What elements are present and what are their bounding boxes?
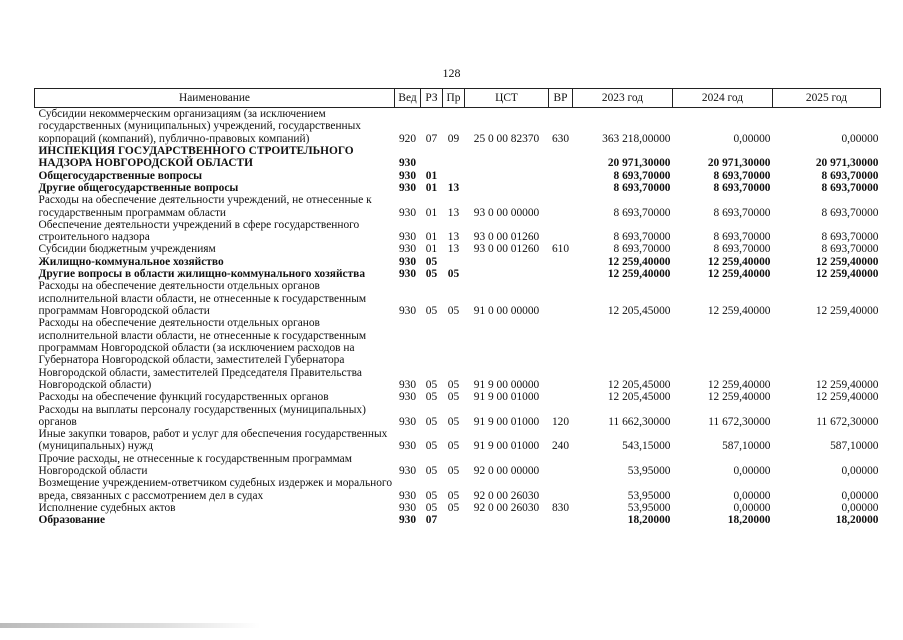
- cell-cst: 91 9 00 01000: [473, 440, 540, 453]
- header-2024: 2024 год: [673, 89, 773, 108]
- cell-name: Иные закупки товаров, работ и услуг для обеспечения государственных (муниципальных) нужд: [38, 428, 388, 453]
- cell-pr: 05: [447, 268, 460, 281]
- cell-2024: 8 693,70000: [713, 206, 771, 219]
- cell-cst: 91 9 00 01000: [473, 391, 540, 404]
- cell-vr: [549, 280, 573, 317]
- cell-name: Субсидии бюджетным учреждениям: [38, 243, 216, 256]
- cell-rz: [421, 145, 443, 170]
- cell-2024: 8 693,70000: [713, 231, 771, 244]
- cell-vr: [549, 182, 573, 194]
- table-row: [35, 182, 881, 194]
- table-row: [35, 477, 881, 502]
- cell-pr: 05: [447, 305, 460, 317]
- cell-cst: 92 0 00 26030: [473, 502, 540, 514]
- cell-cst: [465, 268, 549, 280]
- cell-2023: 12 205,45000: [607, 378, 671, 391]
- table-row: [35, 391, 881, 403]
- cell-rz: 05: [425, 465, 438, 478]
- table-row: [35, 428, 881, 453]
- cell-ved: 930: [398, 465, 417, 478]
- cell-2024: 12 259,40000: [707, 378, 771, 391]
- cell-2024: 8 693,70000: [713, 181, 771, 194]
- cell-ved: 930: [398, 268, 417, 281]
- cell-name: Расходы на обеспечение функций государственных органов: [38, 391, 329, 404]
- cell-2024: 587,10000: [722, 440, 771, 453]
- cell-2023: 12 259,40000: [607, 268, 671, 281]
- cell-pr: 05: [447, 391, 460, 404]
- cell-vr: [549, 391, 573, 403]
- cell-rz: 05: [425, 268, 438, 281]
- cell-cst: [465, 256, 549, 268]
- cell-pr: 05: [447, 489, 460, 502]
- header-pr: Пр: [443, 89, 465, 108]
- cell-vr: 630: [551, 132, 570, 145]
- cell-2024: 12 259,40000: [707, 391, 771, 404]
- cell-2023: 12 205,45000: [607, 305, 671, 317]
- cell-name: Прочие расходы, не отнесенные к государственным программам Новгородской области: [38, 452, 352, 478]
- cell-name: ИНСПЕКЦИЯ ГОСУДАРСТВЕННОГО СТРОИТЕЛЬНОГО НАДЗОРА НОВГОРОДСКОЙ ОБЛАСТИ: [38, 144, 354, 170]
- table-row: [35, 280, 881, 317]
- cell-ved: 930: [398, 514, 417, 527]
- cell-ved: 930: [398, 305, 417, 317]
- cell-2023: 53,95000: [627, 489, 671, 502]
- cell-ved: 930: [398, 255, 417, 268]
- header-name: Наименование: [35, 89, 395, 108]
- cell-2024: 18,20000: [727, 514, 771, 527]
- table-row: [35, 145, 881, 170]
- header-rz: РЗ: [421, 89, 443, 108]
- cell-2023: 11 662,30000: [608, 415, 671, 428]
- cell-2025: 18,20000: [835, 514, 879, 527]
- cell-rz: 05: [425, 415, 438, 428]
- cell-ved: 920: [398, 132, 417, 145]
- cell-ved: 930: [398, 502, 417, 514]
- cell-ved: 930: [398, 391, 417, 404]
- cell-pr: 09: [447, 132, 460, 145]
- cell-name: Общегосударственные вопросы: [38, 169, 203, 182]
- cell-rz: 01: [425, 206, 438, 219]
- cell-2025: 12 259,40000: [815, 305, 879, 317]
- cell-cst: 25 0 00 82370: [473, 132, 540, 145]
- cell-ved: 930: [398, 440, 417, 453]
- cell-2024: 8 693,70000: [713, 243, 771, 256]
- cell-pr: 05: [447, 378, 460, 391]
- cell-2025: 8 693,70000: [821, 206, 879, 219]
- table-body: [35, 108, 881, 527]
- cell-2023: 543,15000: [622, 440, 671, 453]
- cell-2023: 8 693,70000: [613, 206, 671, 219]
- cell-cst: 91 9 00 00000: [473, 378, 540, 391]
- table-row: [35, 317, 881, 391]
- cell-ved: 930: [398, 157, 417, 170]
- cell-2024: 8 693,70000: [713, 169, 771, 182]
- cell-rz: 05: [425, 440, 438, 453]
- cell-2023: 363 218,00000: [602, 132, 671, 145]
- header-2023: 2023 год: [573, 89, 673, 108]
- cell-rz: 05: [425, 378, 438, 391]
- cell-rz: 01: [425, 181, 438, 194]
- scan-edge-shadow: [0, 623, 260, 628]
- cell-cst: 92 0 00 26030: [473, 489, 540, 502]
- cell-2023: 8 693,70000: [613, 181, 671, 194]
- budget-table: [34, 88, 881, 527]
- cell-pr: [443, 256, 465, 268]
- table-row: [35, 170, 881, 182]
- cell-2024: 11 672,30000: [708, 415, 771, 428]
- cell-name: Исполнение судебных актов: [38, 502, 176, 514]
- cell-ved: 930: [398, 489, 417, 502]
- cell-pr: 05: [447, 465, 460, 478]
- cell-pr: 05: [447, 440, 460, 453]
- cell-cst: 91 0 00 00000: [473, 305, 540, 317]
- cell-ved: 930: [398, 378, 417, 391]
- cell-2024: 0,00000: [733, 502, 771, 514]
- cell-2025: 20 971,30000: [815, 157, 879, 170]
- cell-pr: [443, 514, 465, 526]
- cell-name: Расходы на обеспечение деятельности отдельных органов исполнительной власти области, не отнесенные к государственным программам Новгородской области (за исключением расходов на Губернатора Новгородской области, заместителей Губернатора Новгородской области, заместителей Председателя Правительства Новгородской области): [38, 317, 367, 391]
- cell-name: Расходы на обеспечение деятельности учреждений, не отнесенные к государственным программам области: [38, 194, 372, 219]
- cell-ved: 930: [398, 169, 417, 182]
- cell-2024: 12 259,40000: [707, 305, 771, 317]
- cell-pr: 13: [447, 231, 460, 244]
- table-row: [35, 268, 881, 280]
- table-row: [35, 502, 881, 514]
- cell-2024: 0,00000: [733, 132, 771, 145]
- cell-vr: [549, 453, 573, 478]
- cell-rz: 05: [425, 255, 438, 268]
- cell-vr: [549, 268, 573, 280]
- cell-cst: 93 0 00 00000: [473, 206, 540, 219]
- cell-pr: 13: [447, 243, 460, 256]
- cell-2025: 12 259,40000: [815, 378, 879, 391]
- cell-2025: 587,10000: [830, 440, 879, 453]
- cell-name: Обеспечение деятельности учреждений в сфере государственного строительного надзора: [38, 218, 360, 244]
- cell-2023: 12 259,40000: [607, 255, 671, 268]
- table-row: [35, 194, 881, 219]
- cell-rz: 05: [425, 305, 438, 317]
- cell-pr: 13: [447, 181, 460, 194]
- cell-name: Другие общегосударственные вопросы: [38, 181, 239, 194]
- cell-rz: 05: [425, 489, 438, 502]
- cell-2025: 0,00000: [841, 489, 879, 502]
- cell-cst: [465, 145, 549, 170]
- cell-2023: 53,95000: [627, 465, 671, 478]
- cell-pr: [443, 170, 465, 182]
- cell-2024: 12 259,40000: [707, 255, 771, 268]
- cell-vr: [549, 170, 573, 182]
- cell-ved: 930: [398, 415, 417, 428]
- cell-2023: 8 693,70000: [613, 169, 671, 182]
- table-header-row: [35, 89, 881, 108]
- cell-vr: [549, 256, 573, 268]
- cell-2024: 20 971,30000: [707, 157, 771, 170]
- cell-vr: [549, 477, 573, 502]
- cell-2025: 0,00000: [841, 132, 879, 145]
- cell-name: Субсидии некоммерческим организациям (за исключением государственных (муниципальных) учреждений, государственных корпораций (компаний), публично-правовых компаний): [38, 108, 361, 145]
- cell-vr: 830: [551, 502, 570, 514]
- cell-2025: 0,00000: [841, 465, 879, 478]
- cell-rz: 07: [425, 514, 438, 527]
- cell-cst: 93 0 00 01260: [473, 243, 540, 256]
- cell-rz: 07: [425, 132, 438, 145]
- cell-vr: 240: [551, 440, 570, 453]
- cell-ved: 930: [398, 231, 417, 244]
- header-cst: ЦСТ: [465, 89, 549, 108]
- table-row: [35, 108, 881, 145]
- cell-name: Образование: [38, 514, 106, 527]
- cell-pr: 05: [447, 415, 460, 428]
- cell-2025: 8 693,70000: [821, 169, 879, 182]
- cell-ved: 930: [398, 181, 417, 194]
- cell-name: Расходы на обеспечение деятельности отдельных органов исполнительной власти области, не отнесенные к государственным программам Новгородской области: [38, 280, 367, 317]
- cell-2025: 12 259,40000: [815, 391, 879, 404]
- cell-ved: 930: [398, 243, 417, 256]
- table-row: [35, 256, 881, 268]
- cell-2025: 8 693,70000: [821, 231, 879, 244]
- cell-pr: 05: [447, 502, 460, 514]
- cell-vr: 120: [551, 415, 570, 428]
- cell-rz: 01: [425, 243, 438, 256]
- cell-2025: 12 259,40000: [815, 255, 879, 268]
- cell-2024: 0,00000: [733, 489, 771, 502]
- cell-2025: 0,00000: [841, 502, 879, 514]
- cell-2023: 8 693,70000: [613, 243, 671, 256]
- table-row: [35, 404, 881, 429]
- cell-name: Возмещение учреждением-ответчиком судебных издержек и морального вреда, связанных с рассмотрением дел в судах: [38, 477, 393, 502]
- cell-rz: 05: [425, 391, 438, 404]
- table-row: [35, 219, 881, 244]
- cell-2025: 11 672,30000: [816, 415, 879, 428]
- cell-rz: 01: [425, 169, 438, 182]
- header-2025: 2025 год: [773, 89, 881, 108]
- cell-pr: 13: [447, 206, 460, 219]
- cell-2024: 0,00000: [733, 465, 771, 478]
- cell-rz: 01: [425, 231, 438, 244]
- cell-vr: [549, 194, 573, 219]
- cell-2025: 12 259,40000: [815, 268, 879, 281]
- cell-2023: 53,95000: [627, 502, 671, 514]
- cell-name: Расходы на выплаты персоналу государственных (муниципальных) органов: [38, 403, 366, 428]
- cell-vr: 610: [551, 243, 570, 256]
- cell-2024: 12 259,40000: [707, 268, 771, 281]
- cell-cst: [465, 170, 549, 182]
- cell-ved: 930: [398, 206, 417, 219]
- cell-vr: [549, 219, 573, 244]
- cell-rz: 05: [425, 502, 438, 514]
- cell-2023: 18,20000: [627, 514, 671, 527]
- cell-2023: 12 205,45000: [607, 391, 671, 404]
- cell-vr: [549, 514, 573, 526]
- cell-2025: 8 693,70000: [821, 181, 879, 194]
- header-vr: ВР: [549, 89, 573, 108]
- cell-cst: 93 0 00 01260: [473, 231, 540, 244]
- table-row: [35, 243, 881, 255]
- cell-vr: [549, 317, 573, 391]
- table-row: [35, 514, 881, 526]
- cell-cst: [465, 182, 549, 194]
- cell-name: Другие вопросы в области жилищно-коммунального хозяйства: [38, 268, 366, 281]
- cell-vr: [549, 145, 573, 170]
- table-row: [35, 453, 881, 478]
- cell-name: Жилищно-коммунальное хозяйство: [38, 255, 224, 268]
- cell-2023: 8 693,70000: [613, 231, 671, 244]
- cell-cst: [465, 514, 549, 526]
- cell-pr: [443, 145, 465, 170]
- cell-2025: 8 693,70000: [821, 243, 879, 256]
- cell-cst: 91 9 00 01000: [473, 415, 540, 428]
- cell-cst: 92 0 00 00000: [473, 465, 540, 478]
- page-number: 128: [442, 66, 461, 80]
- header-ved: Вед: [395, 89, 421, 108]
- cell-2023: 20 971,30000: [607, 157, 671, 170]
